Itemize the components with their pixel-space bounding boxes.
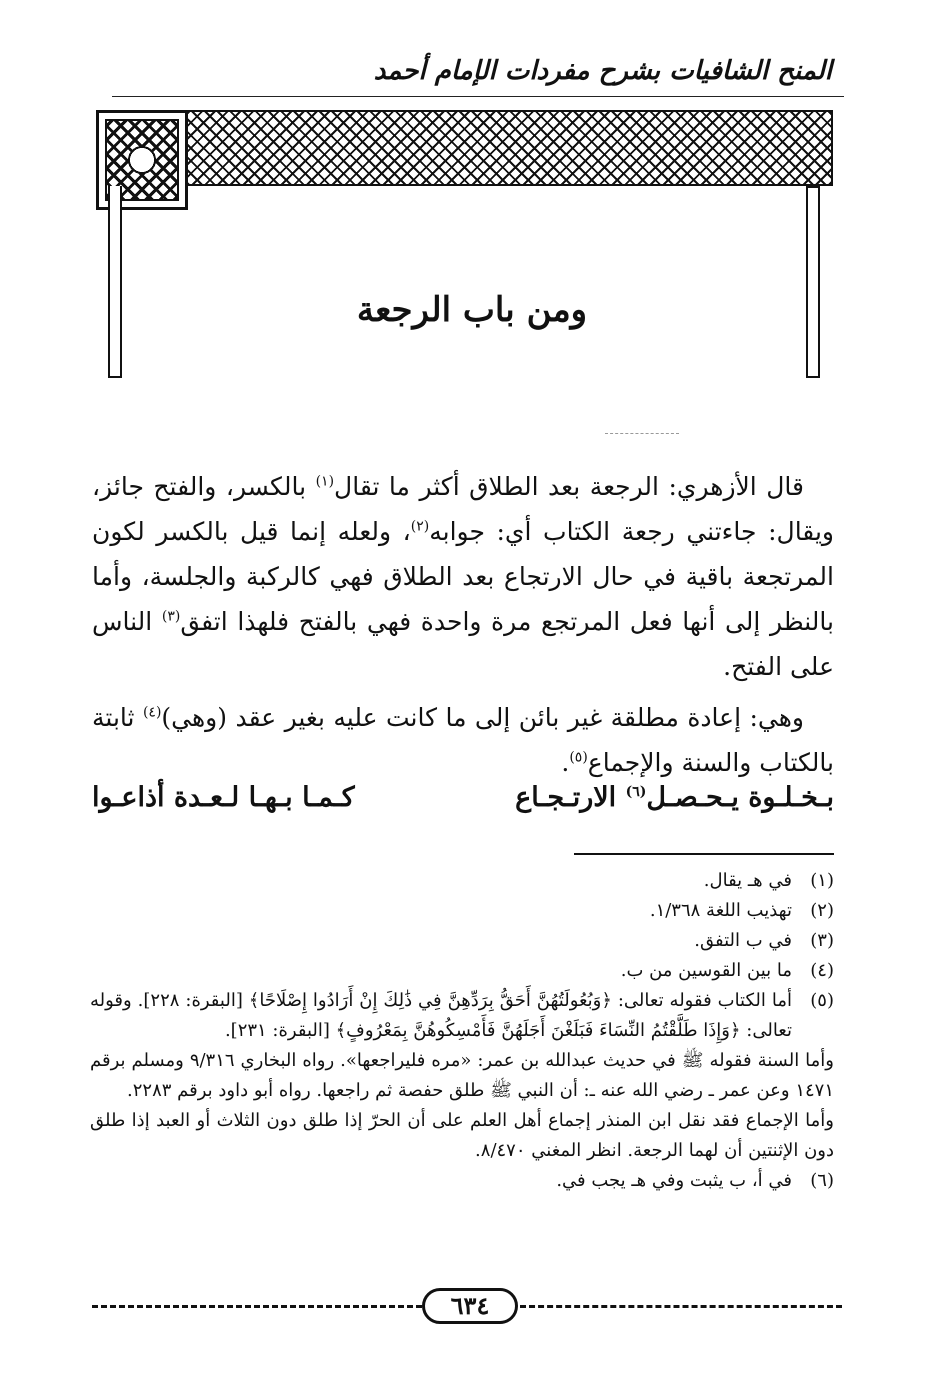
footnote-continuation: وأما الإجماع فقد نقل ابن المنذر إجماع أهل العلم على أن الحرّ إذا طلق دون الثلاث أو العبد إذا طلق دون الإثنتين أن لهما الرجعة. انظر المغني ٨/٤٧٠.: [90, 1110, 834, 1161]
footnote-item: [90, 866, 834, 896]
footnote-item: [90, 926, 834, 956]
frame-pillar-left: [108, 186, 122, 378]
text-run: وهي: إعادة مطلقة غير بائن إلى ما كانت عليه بغير عقد (وهي): [161, 703, 804, 732]
verse-second-hemistich: كـمـا بـهـا لـعـدة أذاعـوا: [92, 782, 355, 813]
footnote-text: في هـ يقال.: [703, 870, 792, 891]
footnote-text: أما الكتاب فقوله تعالى: ﴿وَبُعُولَتُهُنَّ أَحَقُّ بِرَدِّهِنَّ فِي ذَٰلِكَ إِنْ أَرَادُوا إِصْلَاحًا﴾ [البقرة: ٢٢٨]. وقوله تعالى: ﴿وَإِذَا طَلَّقْتُمُ النِّسَاءَ فَبَلَغْنَ أَجَلَهُنَّ فَأَمْسِكُوهُنَّ بِمَعْرُوفٍ﴾ [البقرة: ٢٣١].: [90, 990, 792, 1041]
text-run: بالكسر، والفتح جائز، ويقال: جاءتني رجعة الكتاب أي: جوابه: [92, 472, 834, 546]
page-number: ٦٣٤: [422, 1288, 518, 1324]
footnote-marker-1: (١): [315, 473, 335, 490]
footnote-number: (٥): [810, 990, 834, 1011]
footnote-marker-6: (٦): [625, 784, 647, 800]
bottom-rule: [520, 1305, 842, 1308]
text-run: الارتـجـاع: [515, 782, 626, 813]
text-run: بـخـلـوة يـحـصـل: [646, 782, 834, 813]
title-divider: [605, 433, 679, 434]
footnote-text: في أ، ب يثبت وفي هـ يجب في.: [556, 1170, 792, 1191]
body-text: [92, 464, 834, 785]
body-paragraph-2: [92, 695, 834, 785]
running-header-title: المنح الشافيات بشرح مفردات الإمام أحمد: [373, 56, 832, 86]
footnote-item: [90, 956, 834, 986]
text-run: .: [561, 748, 570, 777]
footnote-separator: [574, 853, 834, 855]
footnote-marker-3: (٣): [161, 608, 181, 625]
text-run: ثابتة بالكتاب والسنة والإجماع: [92, 703, 834, 777]
verse-first-hemistich: [515, 782, 834, 813]
footnote-number: (٣): [810, 930, 834, 951]
footnote-text: ما بين القوسين من ب.: [620, 960, 792, 981]
footnote-item: [90, 986, 834, 1046]
footnotes: [90, 866, 834, 1196]
chapter-title: ومن باب الرجعة: [356, 290, 588, 330]
poem-verse: [92, 782, 834, 826]
text-run: الناس على الفتح.: [92, 607, 834, 681]
footnote-marker-4: (٤): [142, 704, 162, 721]
footnote-number: (٢): [810, 900, 834, 921]
body-paragraph-1: [92, 464, 834, 689]
footnote-number: (٤): [810, 960, 834, 981]
text-run: قال الأزهري: الرجعة بعد الطلاق أكثر ما تقال: [334, 472, 804, 501]
footnote-number: (٦): [810, 1170, 834, 1191]
footnote-marker-2: (٢): [410, 518, 430, 535]
header-rule: [112, 96, 844, 97]
frame-pillar-right: [806, 186, 820, 378]
footnote-item: [90, 896, 834, 926]
footnote-text: في ب التفق.: [694, 930, 792, 951]
ornamental-frame-band: [96, 110, 833, 186]
footnote-text: تهذيب اللغة ١/٣٦٨.: [649, 900, 792, 921]
footnote-item: [90, 1166, 834, 1196]
bottom-rule: [92, 1305, 422, 1308]
footnote-number: (١): [810, 870, 834, 891]
footnote-continuation: وأما السنة فقوله ﷺ في حديث عبدالله بن عمر: «مره فليراجعها». رواه البخاري ٩/٣١٦ ومسلم برقم ١٤٧١ وعن عمر ـ رضي الله عنه ـ: أن النبي ﷺ طلق حفصة ثم راجعها. رواه أبو داود برقم ٢٢٨٣.: [90, 1050, 834, 1101]
footnote-marker-5: (٥): [569, 749, 588, 766]
text-run: ، ولعله إنما قيل بالكسر لكون المرتجعة باقية في حال الارتجاع بعد الطلاق فهي كالركبة والجلسة، وأما بالنظر إلى أنها فعل المرتجع مرة واحدة فهي بالفتح فلهذا اتفق: [92, 517, 834, 636]
